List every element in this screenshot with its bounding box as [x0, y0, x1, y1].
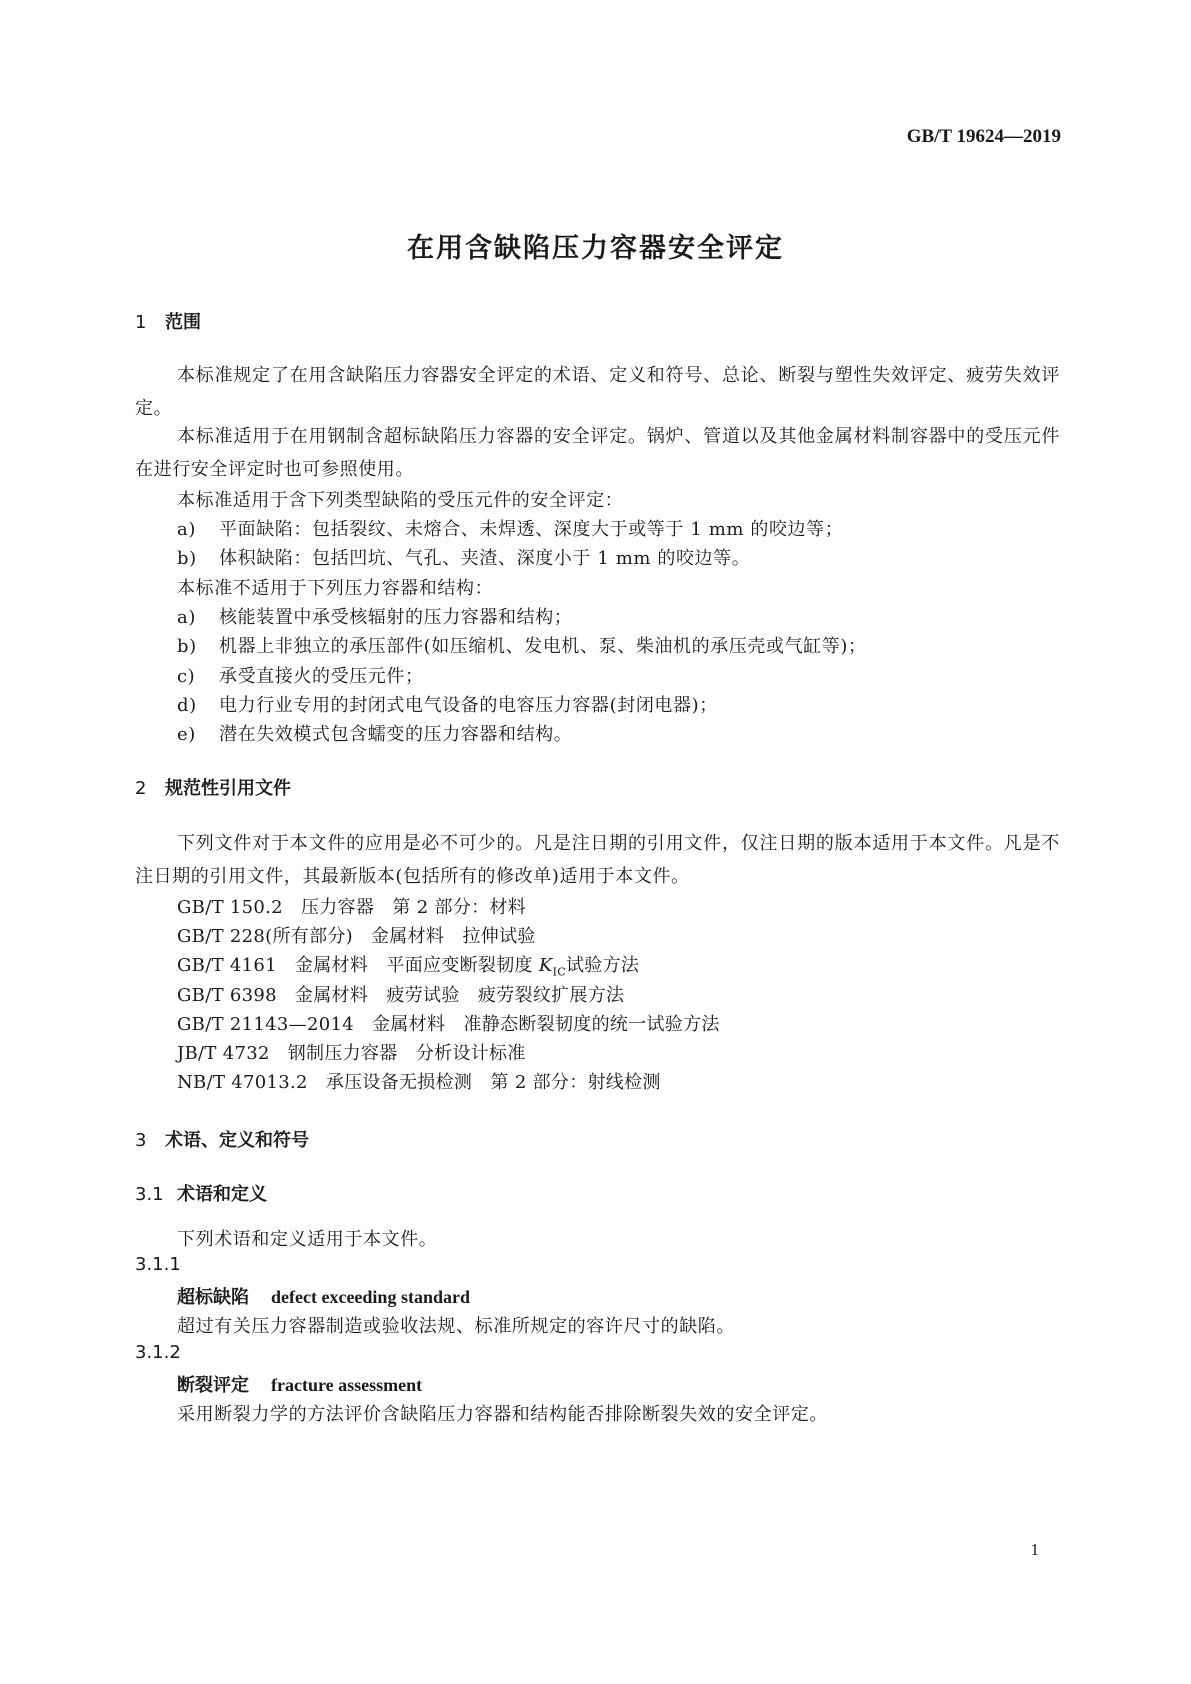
list-item	[177, 544, 750, 570]
section-1-paragraph-1: 本标准规定了在用含缺陷压力容器安全评定的术语、定义和符号、总论、断裂与塑性失效评定、疲劳失效评定。	[135, 365, 1060, 419]
term-chinese: 超标缺陷	[177, 1287, 249, 1308]
list-item	[177, 603, 572, 629]
term-definition: 采用断裂力学的方法评价含缺陷压力容器和结构能否排除断裂失效的安全评定。	[177, 1404, 828, 1425]
reference-title: 压力容器 第 2 部分：材料	[300, 897, 527, 918]
reference-code: GB/T 6398	[177, 985, 277, 1006]
list-item	[177, 632, 867, 658]
list-item	[177, 515, 843, 541]
list-marker: d)	[177, 695, 197, 716]
reference-item	[177, 1039, 526, 1065]
list-item	[177, 720, 572, 746]
list-marker: e)	[177, 724, 196, 745]
term-number: 3.1.1	[135, 1254, 181, 1275]
reference-code: GB/T 21143—2014	[177, 1014, 354, 1035]
list-text: 承受直接火的受压元件；	[219, 666, 424, 687]
term-definition: 超过有关压力容器制造或验收法规、标准所规定的容许尺寸的缺陷。	[177, 1316, 735, 1337]
section-number: 2	[135, 778, 147, 799]
list-marker: b)	[177, 636, 197, 657]
reference-item	[177, 981, 624, 1007]
section-1-paragraph-2: 本标准适用于在用钢制含超标缺陷压力容器的安全评定。锅炉、管道以及其他金属材料制容器中的受压元件在进行安全评定时也可参照使用。	[135, 426, 1060, 480]
section-title: 规范性引用文件	[165, 778, 291, 799]
reference-code: NB/T 47013.2	[177, 1072, 308, 1093]
reference-item	[177, 893, 526, 919]
section-1-paragraph-3: 本标准适用于含下列类型缺陷的受压元件的安全评定：	[177, 490, 624, 511]
term-english: fracture assessment	[271, 1375, 423, 1395]
reference-code: GB/T 4161	[177, 955, 277, 976]
list-text: 核能装置中承受核辐射的压力容器和结构；	[219, 607, 573, 628]
reference-title: 钢制压力容器 分析设计标准	[287, 1043, 526, 1064]
reference-item	[177, 1068, 661, 1094]
section-number: 1	[135, 312, 147, 333]
page-number: 1	[1030, 1540, 1039, 1559]
section-number: 3	[135, 1130, 147, 1151]
list-marker: a)	[177, 519, 196, 540]
section-3-heading	[135, 1126, 309, 1152]
section-title: 术语、定义和符号	[165, 1130, 309, 1151]
list-marker: b)	[177, 548, 197, 569]
reference-item	[177, 922, 536, 948]
reference-code: JB/T 4732	[177, 1043, 270, 1064]
kic-subscript: IC	[552, 965, 566, 979]
standard-code: GB/T 19624—2019	[906, 126, 1061, 147]
list-item	[177, 691, 718, 717]
subsection-number: 3.1	[135, 1184, 164, 1205]
term-heading	[177, 1371, 422, 1397]
document-title: 在用含缺陷压力容器安全评定	[407, 233, 784, 264]
subsection-intro: 下列术语和定义适用于本文件。	[177, 1229, 438, 1250]
section-1-heading	[135, 308, 201, 334]
subsection-3-1-heading	[135, 1180, 267, 1206]
section-2-paragraph-1: 下列文件对于本文件的应用是必不可少的。凡是注日期的引用文件，仅注日期的版本适用于本文件。凡是不注日期的引用文件，其最新版本(包括所有的修改单)适用于本文件。	[135, 833, 1060, 887]
section-2-heading	[135, 774, 291, 800]
reference-title: 金属材料 疲劳试验 疲劳裂纹扩展方法	[294, 985, 625, 1006]
list-text: 机器上非独立的承压部件(如压缩机、发电机、泵、柴油机的承压壳或气缸等)；	[219, 636, 867, 657]
reference-title: 承压设备无损检测 第 2 部分：射线检测	[325, 1072, 661, 1093]
reference-title: 金属材料 平面应变断裂韧度 $K_{IC}$试验方法	[294, 955, 640, 979]
list-text: 平面缺陷：包括裂纹、未熔合、未焊透、深度大于或等于 1 mm 的咬边等；	[219, 519, 844, 540]
section-1-paragraph-4: 本标准不适用于下列压力容器和结构：	[177, 578, 494, 599]
reference-title: 金属材料 准静态断裂韧度的统一试验方法	[371, 1014, 720, 1035]
term-number: 3.1.2	[135, 1342, 181, 1363]
section-title: 范围	[165, 312, 201, 333]
reference-code: GB/T 150.2	[177, 897, 283, 918]
list-text: 潜在失效模式包含蠕变的压力容器和结构。	[219, 724, 573, 745]
kic-symbol: K	[538, 955, 553, 976]
list-text: 电力行业专用的封闭式电气设备的电容压力容器(封闭电器)；	[219, 695, 718, 716]
list-marker: c)	[177, 666, 196, 687]
reference-title: 金属材料 拉伸试验	[371, 926, 536, 947]
reference-code: GB/T 228(所有部分)	[177, 926, 353, 947]
reference-item	[177, 951, 639, 979]
term-heading	[177, 1283, 470, 1309]
subsection-title: 术语和定义	[177, 1184, 267, 1205]
term-chinese: 断裂评定	[177, 1375, 249, 1396]
list-item	[177, 662, 424, 688]
term-english: defect exceeding standard	[271, 1287, 470, 1307]
list-marker: a)	[177, 607, 196, 628]
list-text: 体积缺陷：包括凹坑、气孔、夹渣、深度小于 1 mm 的咬边等。	[219, 548, 751, 569]
reference-item	[177, 1010, 720, 1036]
